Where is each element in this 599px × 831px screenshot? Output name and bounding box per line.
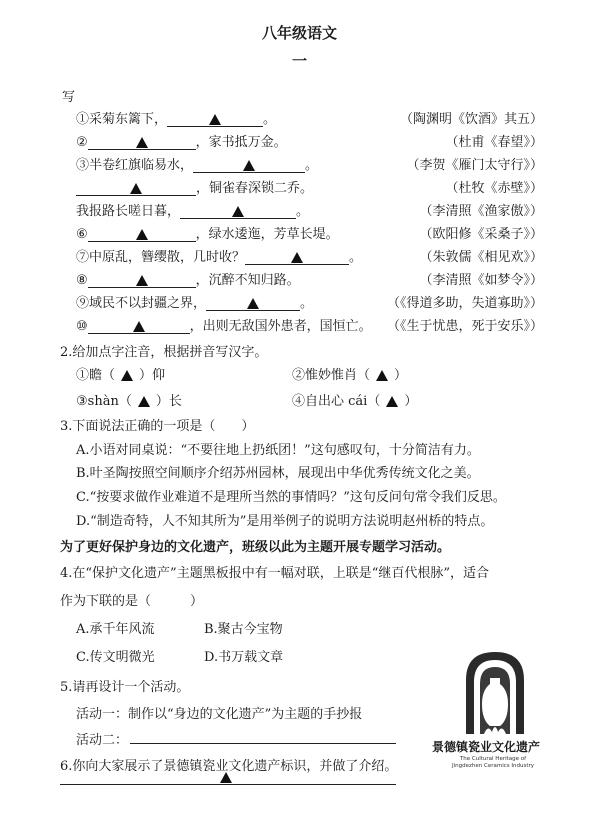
- q1-source-1: （陶渊明《饮酒》其五）: [399, 112, 543, 127]
- triangle-marker-icon: [138, 396, 150, 407]
- q1-source-6: （欧阳修《采桑子》）: [419, 227, 543, 242]
- activity-theme: 为了更好保护身边的文化遗产，班级以此为主题开展专题学习活动。: [60, 540, 451, 555]
- q6-heading: 6.你向大家展示了景德镇瓷业文化遗产标识，并做了介绍。: [60, 759, 398, 774]
- q1-source-9: （《得道多助，失道寡助》）: [386, 296, 543, 311]
- q5-heading: 5.请再设计一个活动。: [60, 680, 190, 695]
- triangle-marker-icon: [291, 252, 303, 263]
- q1-source-7: （朱敦儒《相见欢》）: [419, 250, 543, 265]
- answer-blank[interactable]: [245, 250, 349, 265]
- q1-source-8: （李清照《如梦令》）: [419, 273, 543, 288]
- q1-source-4: （杜牧《赤壁》）: [445, 181, 543, 196]
- q2-item-a[interactable]: ①瞻（ ）仰: [76, 368, 166, 383]
- answer-blank[interactable]: [180, 204, 296, 219]
- answer-blank[interactable]: [88, 273, 196, 288]
- q1-item-10: ⑩ ，出则无敌国外患者，国恒亡。: [76, 319, 372, 334]
- triangle-marker-icon: [243, 160, 255, 171]
- answer-blank[interactable]: [167, 112, 263, 127]
- q3-option-b[interactable]: B.叶圣陶按照空间顺序介绍苏州园林，展现出中华优秀传统文化之美。: [76, 466, 480, 481]
- triangle-marker-icon: [130, 183, 142, 194]
- q1-source-5: （李清照《渔家傲》）: [419, 204, 543, 219]
- logo-caption: 景德镇瓷业文化遗产: [432, 740, 541, 754]
- answer-blank[interactable]: [193, 158, 305, 173]
- triangle-marker-icon: [232, 206, 244, 217]
- q1-item-1: ①采菊东篱下， 。: [76, 112, 277, 127]
- q1-item-6: ⑥ ，绿水逶迤，芳草长堤。: [76, 227, 339, 242]
- answer-blank[interactable]: [206, 296, 300, 311]
- q4-option-d[interactable]: D.书万载文章: [204, 650, 284, 665]
- q1-source-10: （《生于忧患，死于安乐》）: [386, 319, 543, 334]
- q1-item-5: 我报路长嗟日暮， 。: [76, 204, 310, 219]
- q3-option-c[interactable]: C.“按要求做作业难道不是理所当然的事情吗？”这句反问句常令我们反思。: [76, 490, 506, 505]
- q4-option-a[interactable]: A.承千年风流: [76, 622, 155, 637]
- q1-source-2: （杜甫《春望》）: [445, 135, 543, 150]
- triangle-marker-icon: [136, 137, 148, 148]
- section-number: 一: [291, 52, 307, 70]
- triangle-marker-icon: [209, 114, 221, 125]
- q5-activity-2-blank[interactable]: [130, 743, 396, 744]
- triangle-marker-icon: [133, 321, 145, 332]
- q3-heading: 3.下面说法正确的一项是（ ）: [60, 419, 255, 434]
- triangle-marker-icon: [121, 370, 133, 381]
- q1-item-9: ⑨域民不以封疆之界， 。: [76, 296, 314, 311]
- q3-option-d[interactable]: D.“制造奇特，人不知其所为”是用举例子的说明方法说明赵州桥的特点。: [76, 514, 494, 529]
- q2-item-b[interactable]: ②惟妙惟肖（ ）: [292, 368, 408, 383]
- page-title: 八年级语文: [261, 24, 337, 42]
- q4-line-2: 作为下联的是（ ）: [60, 594, 204, 609]
- answer-blank[interactable]: [88, 227, 196, 242]
- q1-heading: 写: [62, 90, 76, 105]
- q1-item-7: ⑦中原乱，簪缨散，几时收？ 。: [76, 250, 363, 265]
- q3-option-a[interactable]: A.小语对同桌说：“不要往地上扔纸团！”这句感叹句，十分简洁有力。: [76, 443, 480, 458]
- q4-line-1: 4.在“保护文化遗产”主题黑板报中有一幅对联，上联是“继百代根脉”，适合: [60, 566, 489, 581]
- q2-item-c[interactable]: ③shàn（ ）长: [76, 394, 182, 409]
- q1-item-3: ③半卷红旗临易水， 。: [76, 158, 319, 173]
- q1-source-3: （李贺《雁门太守行》）: [406, 158, 543, 173]
- answer-blank[interactable]: [88, 319, 190, 334]
- q2-item-d[interactable]: ④自出心 cái（ ）: [292, 394, 418, 409]
- triangle-marker-icon: [136, 229, 148, 240]
- q1-item-2: ② ，家书抵万金。: [76, 135, 287, 150]
- q5-activity-2-label: 活动二：: [76, 733, 129, 748]
- answer-blank[interactable]: [88, 135, 196, 150]
- q2-heading: 2.给加点字注音，根据拼音写汉字。: [60, 345, 268, 360]
- q1-item-4: ，铜雀春深锁二乔。: [76, 177, 313, 196]
- triangle-marker-icon: [386, 396, 398, 407]
- ceramics-heritage-logo: [462, 648, 528, 734]
- triangle-marker-icon: [220, 772, 232, 783]
- triangle-marker-icon: [376, 370, 388, 381]
- q1-item-8: ⑧ ，沉醉不知归路。: [76, 273, 300, 288]
- triangle-marker-icon: [136, 275, 148, 286]
- q4-option-b[interactable]: B.聚古今宝物: [204, 622, 283, 637]
- triangle-marker-icon: [247, 298, 259, 309]
- answer-blank[interactable]: [76, 181, 196, 196]
- q6-answer-line[interactable]: [60, 784, 396, 785]
- logo-english-caption: The Cultural Heritage of Jingdezhen Ceramics Industry: [452, 756, 534, 769]
- q5-activity-1: 活动一：制作以“身边的文化遗产”为主题的手抄报: [76, 707, 363, 722]
- q4-option-c[interactable]: C.传文明微光: [76, 650, 155, 665]
